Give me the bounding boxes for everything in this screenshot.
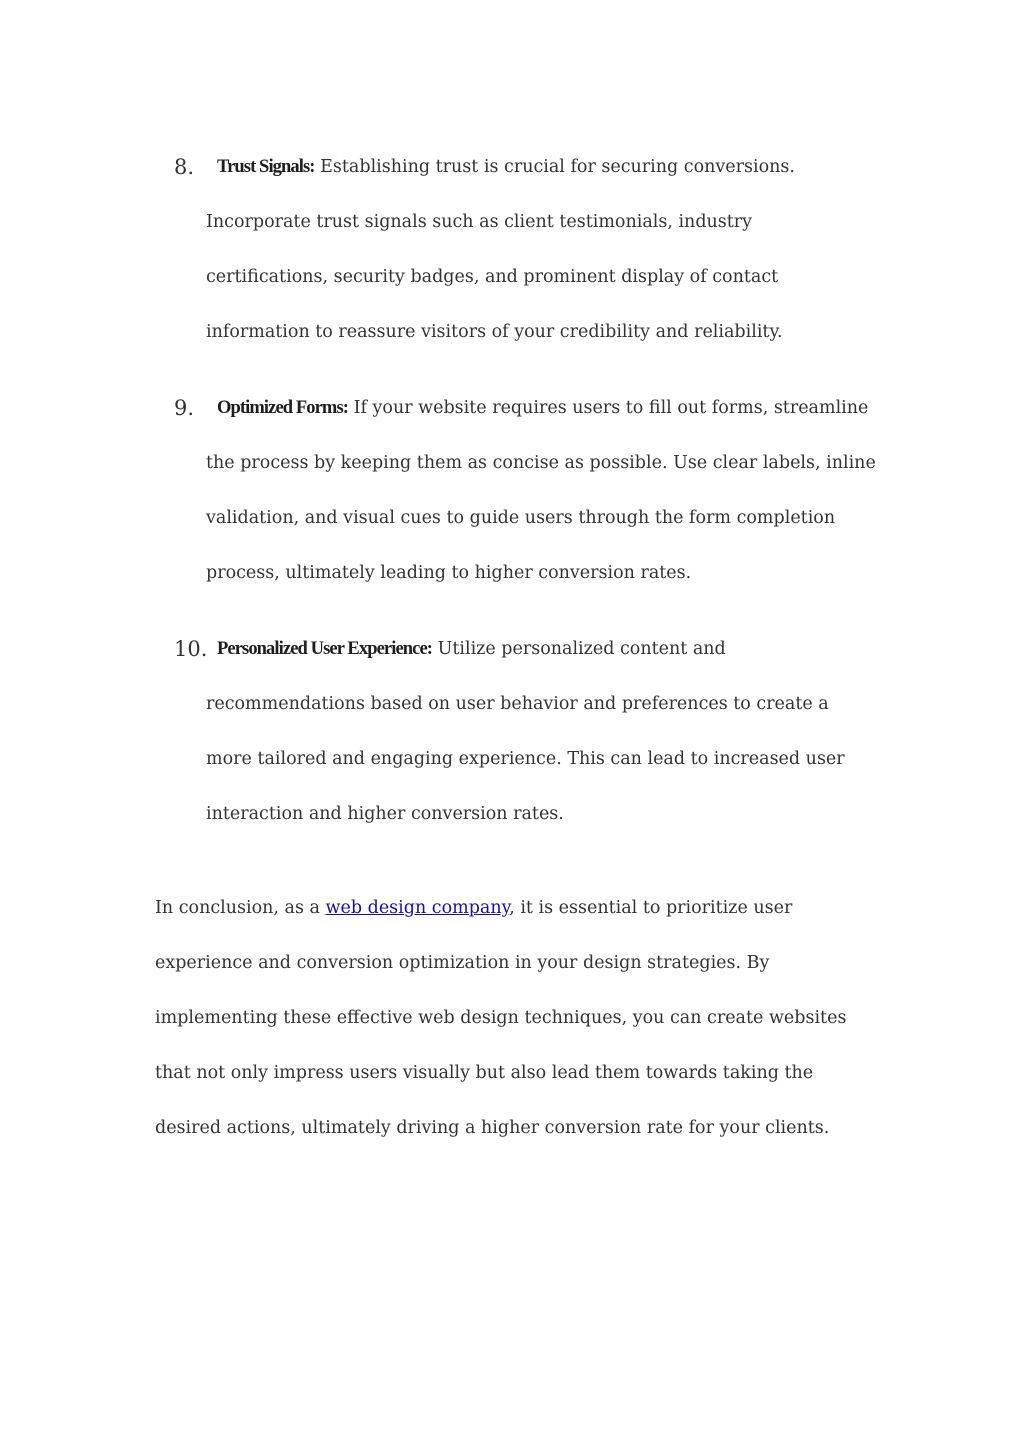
list-number: 9. [174,396,195,420]
conclusion-text-start: In conclusion, as a [155,898,326,918]
list-number: 8. [174,155,195,179]
web-design-company-link[interactable]: web design company [325,898,510,918]
list-item-title: Optimized Forms: [217,398,348,418]
list-item-title: Personalized User Experience: [217,639,433,659]
list-item-title: Trust Signals: [217,157,315,177]
list-number: 10. [174,637,208,661]
list-item-body [206,140,876,360]
list-item-text: Establishing trust is crucial for securing conversions. Incorporate trust signals such as client testimonials, industry certifications, security badges, and prominent display of contact information to reassure visitors of your credibility and reliability. [206,157,795,342]
list-item-body [206,381,876,601]
list-item-text: Utilize personalized content and recommendations based on user behavior and preferences to create a more tailored and engaging experience. This can lead to increased user interaction and higher conversion rates. [206,639,845,824]
list-item-text: If your website requires users to fill out forms, streamline the process by keeping them as concise as possible. Use clear labels, inline validation, and visual cues to guide users through the form completion process, ultimately leading to higher conversion rates. [206,398,876,583]
conclusion-paragraph [155,881,855,1156]
list-item-body [206,622,876,842]
conclusion-text-end: , it is essential to prioritize user experience and conversion optimization in your design strategies. By implementing these effective web design techniques, you can create websites that not only impress users visually but also lead them towards taking the desired actions, ultimately driving a higher conversion rate for your clients. [155,898,847,1138]
